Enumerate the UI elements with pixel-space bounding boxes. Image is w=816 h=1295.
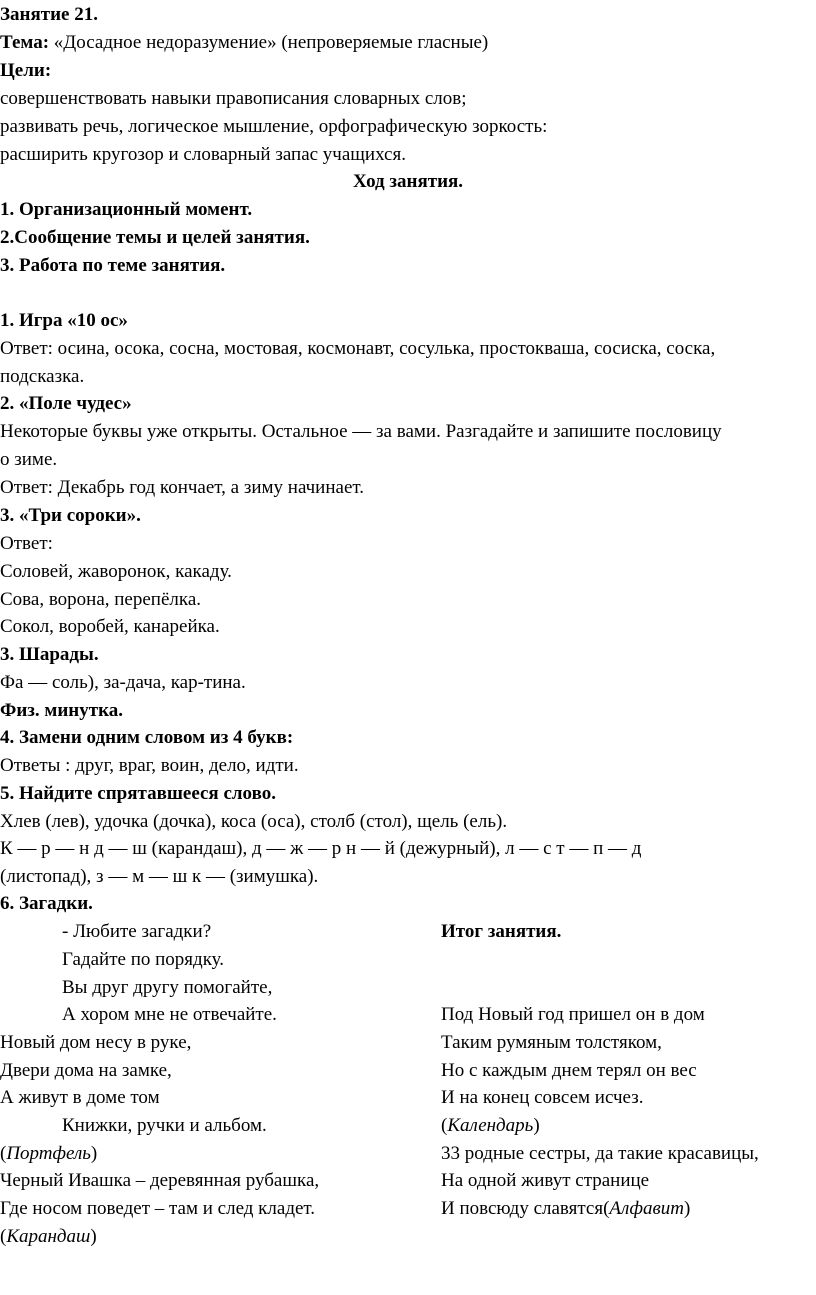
- riddle-line: На одной живут странице: [441, 1170, 650, 1191]
- riddle-answer: (Карандаш): [0, 1226, 97, 1247]
- riddle-intro-line: А хором мне не отвечайте.: [62, 1004, 277, 1025]
- game1-title: 1. Игра «10 ос»: [0, 310, 128, 331]
- game3-title: 3. «Три сороки».: [0, 505, 141, 526]
- task5-title: 5. Найдите спрятавшееся слово.: [0, 783, 276, 804]
- riddle-answer-word: Карандаш: [6, 1226, 91, 1247]
- riddle-line: А живут в доме том: [0, 1087, 160, 1108]
- goal-item: совершенствовать навыки правописания словарных слов;: [0, 88, 467, 109]
- summary-title: Итог занятия.: [441, 921, 562, 942]
- riddle-intro-line: Вы друг другу помогайте,: [62, 977, 273, 998]
- game2-answer: Ответ: Декабрь год кончает, а зиму начинает.: [0, 477, 365, 498]
- riddle-line: Где носом поведет – там и след кладет.: [0, 1198, 316, 1219]
- riddle-intro-line: - Любите загадки?: [62, 921, 212, 942]
- task4-answers: Ответы : друг, враг, воин, дело, идти.: [0, 755, 299, 776]
- fiz-minute-title: Физ. минутка.: [0, 700, 123, 721]
- riddle-answer: (Календарь): [441, 1115, 540, 1136]
- charades-title: 3. Шарады.: [0, 644, 99, 665]
- game2-text: Некоторые буквы уже открыты. Остальное — за вами. Разгадайте и запишите пословицу: [0, 421, 722, 442]
- game2-title: 2. «Поле чудес»: [0, 393, 132, 414]
- course-step: 2.Сообщение темы и целей занятия.: [0, 227, 310, 248]
- riddle-answer-word: Портфель: [6, 1143, 91, 1164]
- riddle-answer-word: Алфавит: [609, 1198, 685, 1219]
- course-title: Ход занятия.: [352, 171, 464, 192]
- riddle-answer: (Портфель): [0, 1143, 98, 1164]
- game3-line: Сокол, воробей, канарейка.: [0, 616, 220, 637]
- riddle-answer-word: Календарь: [447, 1115, 534, 1136]
- game1-answer: Ответ: осина, осока, сосна, мостовая, космонавт, сосулька, простокваша, сосиска, соска,: [0, 338, 716, 359]
- riddle-line: Двери дома на замке,: [0, 1060, 172, 1081]
- game3-line: Соловей, жаворонок, какаду.: [0, 561, 232, 582]
- goal-item: расширить кругозор и словарный запас учащихся.: [0, 144, 406, 165]
- lesson-number: Занятие 21.: [0, 4, 98, 25]
- topic-label: Тема:: [0, 32, 50, 53]
- course-step: 1. Организационный момент.: [0, 199, 253, 220]
- task4-title: 4. Замени одним словом из 4 букв:: [0, 727, 294, 748]
- game1-answer-cont: подсказка.: [0, 366, 85, 387]
- riddle-line: Но с каждым днем терял он вес: [441, 1060, 697, 1081]
- riddle-line: Под Новый год пришел он в дом: [441, 1004, 705, 1025]
- task5-line: Хлев (лев), удочка (дочка), коса (оса), столб (стол), щель (ель).: [0, 811, 508, 832]
- goal-item: развивать речь, логическое мышление, орфографическую зоркость:: [0, 116, 548, 137]
- game3-line: Сова, ворона, перепёлка.: [0, 589, 202, 610]
- task5-line: К — р — н д — ш (карандаш), д — ж — р н — й (дежурный), л — с т — п — д: [0, 838, 642, 859]
- goals-label: Цели:: [0, 60, 52, 81]
- course-step: 3. Работа по теме занятия.: [0, 255, 226, 276]
- riddle-line: И на конец совсем исчез.: [441, 1087, 644, 1108]
- charades-text: Фа — соль), за-дача, кар-тина.: [0, 672, 246, 693]
- riddles-title: 6. Загадки.: [0, 893, 93, 914]
- riddle-line: Черный Ивашка – деревянная рубашка,: [0, 1170, 320, 1191]
- topic-text: «Досадное недоразумение» (непроверяемые гласные): [49, 32, 489, 53]
- riddle-line: Новый дом несу в руке,: [0, 1032, 192, 1053]
- riddle-line: Книжки, ручки и альбом.: [62, 1115, 267, 1136]
- riddle-answer: И повсюду славятся(Алфавит): [441, 1198, 691, 1219]
- task5-line: (листопад), з — м — ш к — (зимушка).: [0, 866, 319, 887]
- riddle-line: 33 родные сестры, да такие красавицы,: [441, 1143, 759, 1164]
- game3-answer-label: Ответ:: [0, 533, 53, 554]
- game2-text-cont: о зиме.: [0, 449, 58, 470]
- topic-line: [0, 32, 488, 54]
- riddle-intro-line: Гадайте по порядку.: [62, 949, 225, 970]
- riddle-line: Таким румяным толстяком,: [441, 1032, 662, 1053]
